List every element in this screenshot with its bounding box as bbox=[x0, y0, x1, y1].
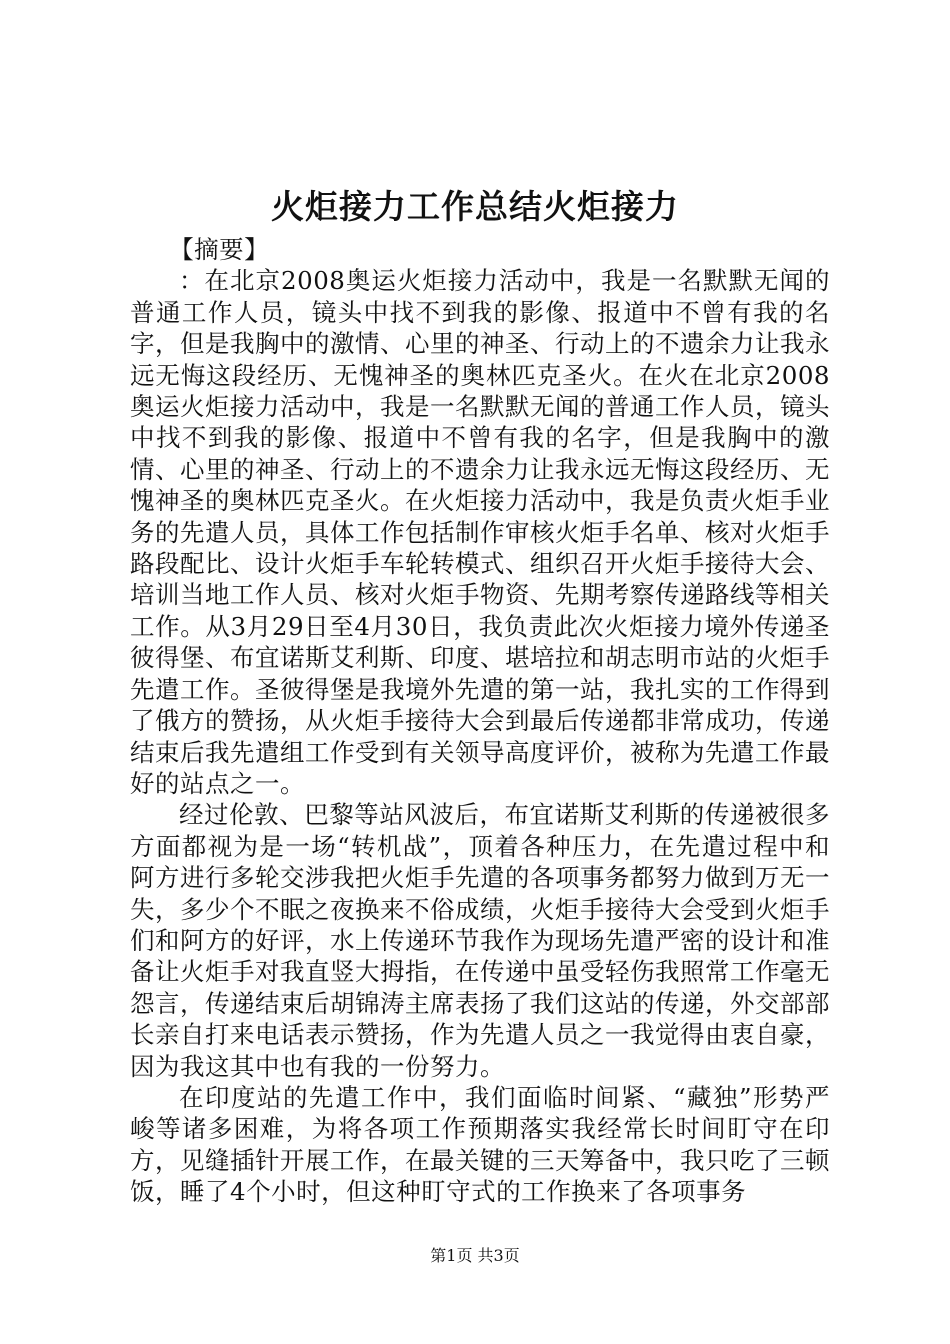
paragraph-1: ：在北京2008奥运火炬接力活动中，我是一名默默无闻的普通工作人员，镜头中找不到我的影像、报道中不曾有我的名字，但是我胸中的激情、心里的神圣、行动上的不遗余力让我永远无悔这段经历、无愧神圣的奥林匹克圣火。在火在北京2008奥运火炬接力活动中，我是一名默默无闻的普通工作人员，镜头中找不到我的影像、报道中不曾有我的名字，但是我胸中的激情、心里的神圣、行动上的不遗余力让我永远无悔这段经历、无愧神圣的奥林匹克圣火。在火炬接力活动中，我是负责火炬手业务的先遣人员，具体工作包括制作审核火炬手名单、核对火炬手路段配比、设计火炬手车轮转模式、组织召开火炬手接待大会、培训当地工作人员、核对火炬手物资、先期考察传递路线等相关工作。从3月29日至4月30日，我负责此次火炬接力境外传递圣彼得堡、布宜诺斯艾利斯、印度、堪培拉和胡志明市站的火炬手先遣工作。圣彼得堡是我境外先遣的第一站，我扎实的工作得到了俄方的赞扬，从火炬手接待大会到最后传递都非常成功，传递结束后我先遣组工作受到有关领导高度评价，被称为先遣工作最好的站点之一。 bbox=[130, 266, 830, 798]
paragraph-2: 经过伦敦、巴黎等站风波后，布宜诺斯艾利斯的传递被很多方面都视为是一场“转机战”，顶着各种压力，在先遣过程中和阿方进行多轮交涉我把火炬手先遣的各项事务都努力做到万无一失，多少个不眠之夜换来不俗成绩，火炬手接待大会受到火炬手们和阿方的好评，水上传递环节我作为现场先遣严密的设计和准备让火炬手对我直竖大拇指，在传递中虽受轻伤我照常工作毫无怨言，传递结束后胡锦涛主席表扬了我们这站的传递，外交部部长亲自打来电话表示赞扬，作为先遣人员之一我觉得由衷自豪，因为我这其中也有我的一份努力。 bbox=[130, 800, 830, 1081]
document-body bbox=[130, 234, 830, 1208]
page-number-footer: 第1页 共3页 bbox=[430, 1246, 520, 1265]
paragraph-3: 在印度站的先遣工作中，我们面临时间紧、“藏独”形势严峻等诸多困难，为将各项工作预期落实我经常长时间盯守在印方，见缝插针开展工作，在最关键的三天筹备中，我只吃了三顿饭，睡了4个小时，但这种盯守式的工作换来了各项事务 bbox=[130, 1082, 830, 1207]
abstract-label: 【摘要】 bbox=[169, 235, 270, 264]
document-title: 火炬接力工作总结火炬接力 bbox=[271, 187, 679, 226]
